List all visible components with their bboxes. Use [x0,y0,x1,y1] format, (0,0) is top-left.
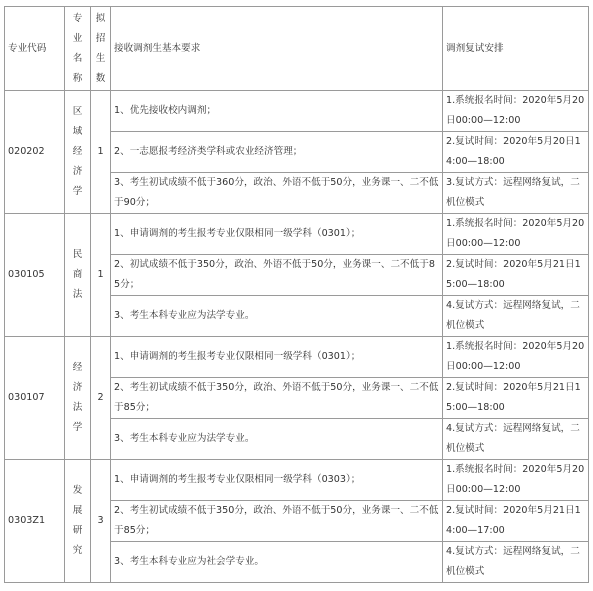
arrangement-cell: 4.复试方式：远程网络复试，二机位模式 [443,296,589,337]
program-code: 020202 [5,91,65,214]
arrangement-cell: 2.复试时间：2020年5月21日15:00—18:00 [443,378,589,419]
program-code: 030107 [5,337,65,460]
requirement-cell: 2、初试成绩不低于350分，政治、外语不低于50分，业务课一、二不低于85分； [111,255,443,296]
header-name: 专 业 名 称 [65,7,91,91]
arrangement-cell: 2.复试时间：2020年5月21日15:00—18:00 [443,255,589,296]
arrangement-cell: 1.系统报名时间：2020年5月20日00:00—12:00 [443,337,589,378]
arrangement-cell: 2.复试时间：2020年5月20日14:00—18:00 [443,132,589,173]
requirement-cell: 1、申请调剂的考生报考专业仅限相同一级学科（0301）； [111,214,443,255]
requirement-cell: 3、考生本科专业应为法学专业。 [111,419,443,460]
program-code: 0303Z1 [5,460,65,583]
arrangement-cell: 4.复试方式：远程网络复试，二机位模式 [443,542,589,583]
requirement-cell: 2、一志愿报考经济类学科或农业经济管理； [111,132,443,173]
arrangement-cell: 1.系统报名时间：2020年5月20日00:00—12:00 [443,91,589,132]
header-row [5,7,589,91]
program-name: 民 商 法 [65,214,91,337]
table-row [5,214,589,255]
requirement-cell: 3、考生本科专业应为社会学专业。 [111,542,443,583]
header-requirements: 接收调剂生基本要求 [111,7,443,91]
requirement-cell: 3、考生本科专业应为法学专业。 [111,296,443,337]
adjustment-table [4,6,589,583]
table-row [5,91,589,132]
arrangement-cell: 1.系统报名时间：2020年5月20日00:00—12:00 [443,214,589,255]
program-name: 区 域 经 济 学 [65,91,91,214]
program-quota: 3 [91,460,111,583]
requirement-cell: 3、考生初试成绩不低于360分，政治、外语不低于50分，业务课一、二不低于90分； [111,173,443,214]
header-code: 专业代码 [5,7,65,91]
requirement-cell: 2、考生初试成绩不低于350分，政治、外语不低于50分，业务课一、二不低于85分； [111,501,443,542]
arrangement-cell: 4.复试方式：远程网络复试，二机位模式 [443,419,589,460]
header-quota: 拟 招 生 数 [91,7,111,91]
requirement-cell: 1、申请调剂的考生报考专业仅限相同一级学科（0303）； [111,460,443,501]
program-name: 发 展 研 究 [65,460,91,583]
table-row [5,337,589,378]
requirement-cell: 1、申请调剂的考生报考专业仅限相同一级学科（0301）； [111,337,443,378]
program-quota: 1 [91,214,111,337]
arrangement-cell: 3.复试方式：远程网络复试，二机位模式 [443,173,589,214]
arrangement-cell: 1.系统报名时间：2020年5月20日00:00—12:00 [443,460,589,501]
program-name: 经 济 法 学 [65,337,91,460]
arrangement-cell: 2.复试时间：2020年5月21日14:00—17:00 [443,501,589,542]
program-quota: 1 [91,91,111,214]
program-quota: 2 [91,337,111,460]
requirement-cell: 1、优先接收校内调剂； [111,91,443,132]
requirement-cell: 2、考生初试成绩不低于350分，政治、外语不低于50分，业务课一、二不低于85分； [111,378,443,419]
header-arrangement: 调剂复试安排 [443,7,589,91]
program-code: 030105 [5,214,65,337]
table-row [5,460,589,501]
